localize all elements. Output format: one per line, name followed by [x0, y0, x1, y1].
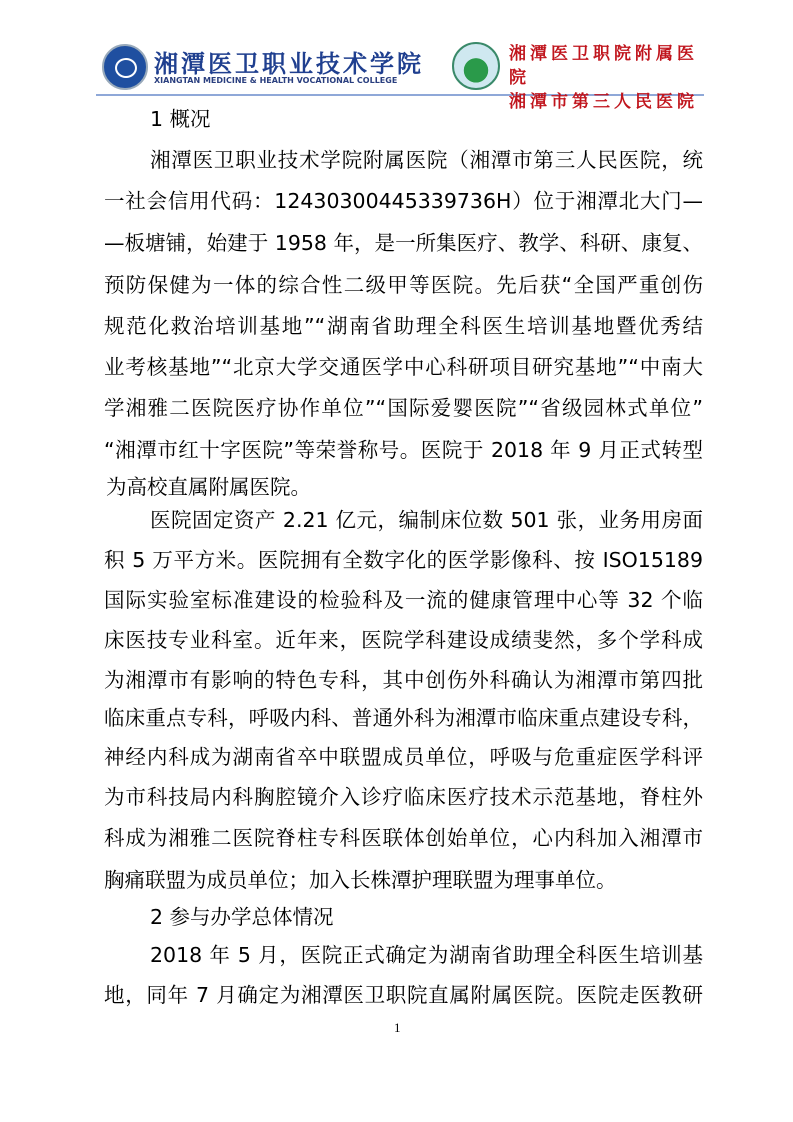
- text-line: 胸痛联盟为成员单位；加入长株潭护理联盟为理事单位。: [104, 868, 617, 892]
- text-line: 地，同年 7 月确定为湘潭医卫职院直属附属医院。医院走医教研: [104, 983, 703, 1007]
- text-line: 学湘雅二医院医疗协作单位”“国际爱婴医院”“省级园林式单位”: [104, 396, 703, 420]
- text-line: 为湘潭市有影响的特色专科，其中创伤外科确认为湘潭市第四批: [104, 668, 703, 692]
- text-line: 临床重点专科，呼吸内科、普通外科为湘潭市临床重点建设专科，: [104, 706, 703, 730]
- text-line: 为市科技局内科胸腔镜介入诊疗临床医疗技术示范基地，脊柱外: [104, 785, 703, 809]
- text-line: 积 5 万平方米。医院拥有全数字化的医学影像科、按 ISO15189: [104, 548, 703, 572]
- hospital-name: [509, 42, 704, 114]
- text-line: 国际实验室标准建设的检验科及一流的健康管理中心等 32 个临: [104, 588, 703, 612]
- text-line: 规范化救治培训基地”“湖南省助理全科医生培训基地暨优秀结: [104, 314, 703, 338]
- section-heading: 1 概况: [150, 107, 211, 131]
- section-heading: 2 参与办学总体情况: [150, 905, 334, 929]
- text-line: 2018 年 5 月，医院正式确定为湖南省助理全科医生培训基: [150, 943, 703, 967]
- hospital-logo-icon: [452, 42, 500, 90]
- text-line: 湘潭医卫职业技术学院附属医院（湘潭市第三人民医院，统: [150, 148, 703, 172]
- text-line: 神经内科成为湖南省卒中联盟成员单位，呼吸与危重症医学科评: [104, 745, 703, 769]
- hospital-name-line1: 湘潭医卫职院附属医院: [509, 44, 698, 88]
- text-line: 科成为湘雅二医院脊柱专科医联体创始单位，心内科加入湘潭市: [104, 826, 703, 850]
- school-name-cn: 湘潭医卫职业技术学院: [154, 49, 424, 78]
- text-line: 医院固定资产 2.21 亿元，编制床位数 501 张，业务用房面: [150, 508, 703, 532]
- text-line: —板塘铺，始建于 1958 年，是一所集医疗、教学、科研、康复、: [104, 231, 703, 255]
- school-logo-icon: [102, 44, 148, 90]
- text-line: 业考核基地”“北京大学交通医学中心科研项目研究基地”“中南大: [104, 355, 703, 379]
- school-name-en: XIANGTAN MEDICINE & HEALTH VOCATIONAL COLLEGE: [154, 76, 398, 85]
- text-line: 一社会信用代码：12430300445339736H）位于湘潭北大门—: [104, 189, 703, 213]
- page-header: [96, 38, 704, 112]
- text-line: 预防保健为一体的综合性二级甲等医院。先后获“全国严重创伤: [104, 273, 703, 297]
- text-line: 为高校直属附属医院。: [106, 475, 311, 499]
- page-number: 1: [394, 1020, 401, 1035]
- text-line: 床医技专业科室。近年来，医院学科建设成绩斐然，多个学科成: [104, 628, 703, 652]
- text-line: “湘潭市红十字医院”等荣誉称号。医院于 2018 年 9 月正式转型: [104, 438, 703, 462]
- hospital-name-line2: 湘潭市第三人民医院: [509, 92, 698, 112]
